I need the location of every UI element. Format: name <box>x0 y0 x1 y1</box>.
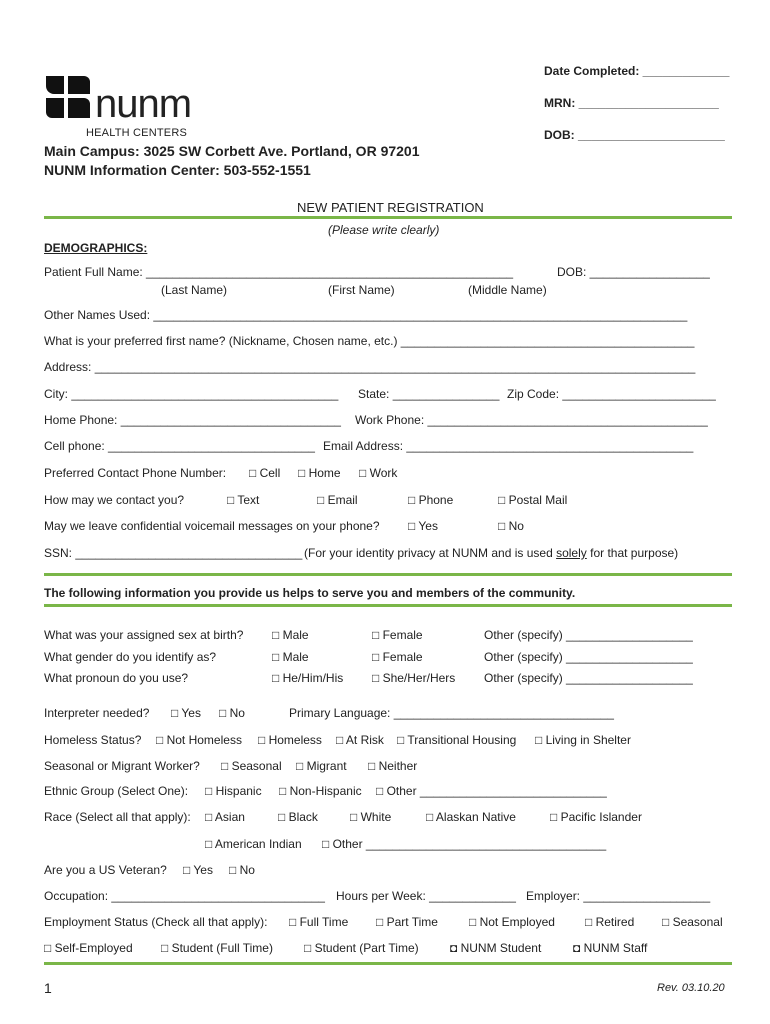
voicemail-label: May we leave confidential voicemail messages on your phone? <box>44 519 380 533</box>
last-name-caption: (Last Name) <box>161 283 228 297</box>
race-other-field[interactable]: □ Other ____________________________________ <box>322 837 607 851</box>
nunm-staff-checkbox[interactable]: ◘ NUNM Staff <box>573 941 648 955</box>
seasonal-worker-label: Seasonal or Migrant Worker? <box>44 759 200 773</box>
student-part-time-checkbox[interactable]: □ Student (Part Time) <box>304 941 419 955</box>
sex-other-field[interactable]: Other (specify) ___________________ <box>484 628 693 642</box>
first-name-caption: (First Name) <box>328 283 395 297</box>
at-risk-checkbox[interactable]: □ At Risk <box>336 733 384 747</box>
other-names-field[interactable]: Other Names Used: ________________________________________________________________________________ <box>44 308 688 322</box>
hours-per-week-field[interactable]: Hours per Week: _____________ <box>336 889 516 903</box>
date-completed-field[interactable]: Date Completed: _____________ <box>544 64 730 78</box>
neither-checkbox[interactable]: □ Neither <box>368 759 418 773</box>
dob-field[interactable]: DOB: __________________ <box>557 265 710 279</box>
transitional-housing-checkbox[interactable]: □ Transitional Housing <box>397 733 517 747</box>
community-bottom-divider <box>44 604 732 607</box>
preferred-name-field[interactable]: What is your preferred first name? (Nickname, Chosen name, etc.) ____________________________________________ <box>44 334 695 348</box>
mrn-field[interactable]: MRN: _____________________ <box>544 96 719 110</box>
campus-address: Main Campus: 3025 SW Corbett Ave. Portland, OR 97201 <box>44 143 420 159</box>
full-time-checkbox[interactable]: □ Full Time <box>289 915 349 929</box>
race-american-indian-checkbox[interactable]: □ American Indian <box>205 837 302 851</box>
middle-name-caption: (Middle Name) <box>468 283 547 297</box>
pronoun-other-field[interactable]: Other (specify) ___________________ <box>484 671 693 685</box>
veteran-yes-checkbox[interactable]: □ Yes <box>183 863 213 877</box>
ssn-field[interactable]: SSN: __________________________________ <box>44 546 303 560</box>
race-asian-checkbox[interactable]: □ Asian <box>205 810 245 824</box>
employment-seasonal-checkbox[interactable]: □ Seasonal <box>662 915 723 929</box>
interpreter-label: Interpreter needed? <box>44 706 150 720</box>
voicemail-no-checkbox[interactable]: □ No <box>498 519 524 533</box>
contact-method-label: How may we contact you? <box>44 493 185 507</box>
interpreter-yes-checkbox[interactable]: □ Yes <box>171 706 201 720</box>
logo-subtitle: HEALTH CENTERS <box>86 127 187 139</box>
contact-phone-checkbox[interactable]: □ Phone <box>408 493 454 507</box>
hispanic-checkbox[interactable]: □ Hispanic <box>205 784 262 798</box>
contact-mail-checkbox[interactable]: □ Postal Mail <box>498 493 568 507</box>
race-white-checkbox[interactable]: □ White <box>350 810 392 824</box>
title-divider <box>44 216 732 219</box>
voicemail-yes-checkbox[interactable]: □ Yes <box>408 519 438 533</box>
pref-home-checkbox[interactable]: □ Home <box>298 466 341 480</box>
pronoun-she-checkbox[interactable]: □ She/Her/Hers <box>372 671 456 685</box>
pronoun-he-checkbox[interactable]: □ He/Him/His <box>272 671 344 685</box>
race-alaskan-native-checkbox[interactable]: □ Alaskan Native <box>426 810 516 824</box>
ssn-note: (For your identity privacy at NUNM and is used solely for that purpose) <box>304 546 679 560</box>
state-field[interactable]: State: ________________ <box>358 387 500 401</box>
race-pacific-islander-checkbox[interactable]: □ Pacific Islander <box>550 810 642 824</box>
work-phone-field[interactable]: Work Phone: __________________________________________ <box>355 413 708 427</box>
occupation-field[interactable]: Occupation: ________________________________ <box>44 889 325 903</box>
veteran-label: Are you a US Veteran? <box>44 863 167 877</box>
header-dob-field[interactable]: DOB: ______________________ <box>544 128 725 142</box>
page-number: 1 <box>44 980 52 996</box>
patient-full-name-field[interactable]: Patient Full Name: _______________________________________________________ <box>44 265 514 279</box>
ethnic-other-field[interactable]: □ Other ____________________________ <box>376 784 607 798</box>
employment-status-label: Employment Status (Check all that apply): <box>44 915 268 929</box>
contact-email-checkbox[interactable]: □ Email <box>317 493 358 507</box>
ethnic-group-label: Ethnic Group (Select One): <box>44 784 189 798</box>
interpreter-no-checkbox[interactable]: □ No <box>219 706 245 720</box>
pref-work-checkbox[interactable]: □ Work <box>359 466 398 480</box>
gender-other-field[interactable]: Other (specify) ___________________ <box>484 650 693 664</box>
community-heading: The following information you provide us helps to serve you and members of the community. <box>44 586 576 600</box>
homeless-status-label: Homeless Status? <box>44 733 142 747</box>
pref-cell-checkbox[interactable]: □ Cell <box>249 466 281 480</box>
veteran-no-checkbox[interactable]: □ No <box>229 863 255 877</box>
gender-female-checkbox[interactable]: □ Female <box>372 650 423 664</box>
nunm-student-checkbox[interactable]: ◘ NUNM Student <box>450 941 542 955</box>
sex-at-birth-label: What was your assigned sex at birth? <box>44 628 244 642</box>
zip-field[interactable]: Zip Code: _______________________ <box>507 387 716 401</box>
preferred-contact-label: Preferred Contact Phone Number: <box>44 466 227 480</box>
city-field[interactable]: City: ________________________________________ <box>44 387 339 401</box>
home-phone-field[interactable]: Home Phone: _________________________________ <box>44 413 341 427</box>
part-time-checkbox[interactable]: □ Part Time <box>376 915 438 929</box>
living-in-shelter-checkbox[interactable]: □ Living in Shelter <box>535 733 631 747</box>
gender-label: What gender do you identify as? <box>44 650 217 664</box>
race-label: Race (Select all that apply): <box>44 810 191 824</box>
seasonal-checkbox[interactable]: □ Seasonal <box>221 759 282 773</box>
sex-male-checkbox[interactable]: □ Male <box>272 628 309 642</box>
info-center-phone: NUNM Information Center: 503-552-1551 <box>44 162 311 178</box>
homeless-checkbox[interactable]: □ Homeless <box>258 733 322 747</box>
primary-language-field[interactable]: Primary Language: _________________________________ <box>289 706 614 720</box>
self-employed-checkbox[interactable]: □ Self-Employed <box>44 941 133 955</box>
retired-checkbox[interactable]: □ Retired <box>585 915 635 929</box>
migrant-checkbox[interactable]: □ Migrant <box>296 759 347 773</box>
not-employed-checkbox[interactable]: □ Not Employed <box>469 915 555 929</box>
email-field[interactable]: Email Address: ___________________________________________ <box>323 439 694 453</box>
race-black-checkbox[interactable]: □ Black <box>278 810 318 824</box>
non-hispanic-checkbox[interactable]: □ Non-Hispanic <box>279 784 362 798</box>
address-field[interactable]: Address: __________________________________________________________________________________________ <box>44 360 696 374</box>
cell-phone-field[interactable]: Cell phone: _______________________________ <box>44 439 315 453</box>
form-subtitle: (Please write clearly) <box>328 223 440 237</box>
student-full-time-checkbox[interactable]: □ Student (Full Time) <box>161 941 273 955</box>
logo-wordmark: nunm <box>95 82 192 126</box>
pronoun-label: What pronoun do you use? <box>44 671 189 685</box>
footer-divider <box>44 962 732 965</box>
form-title: NEW PATIENT REGISTRATION <box>297 200 484 215</box>
demographics-heading: DEMOGRAPHICS: <box>44 241 148 255</box>
community-top-divider <box>44 573 732 576</box>
employer-field[interactable]: Employer: ___________________ <box>526 889 711 903</box>
revision-date: Rev. 03.10.20 <box>657 982 725 994</box>
gender-male-checkbox[interactable]: □ Male <box>272 650 309 664</box>
sex-female-checkbox[interactable]: □ Female <box>372 628 423 642</box>
contact-text-checkbox[interactable]: □ Text <box>227 493 260 507</box>
not-homeless-checkbox[interactable]: □ Not Homeless <box>156 733 242 747</box>
